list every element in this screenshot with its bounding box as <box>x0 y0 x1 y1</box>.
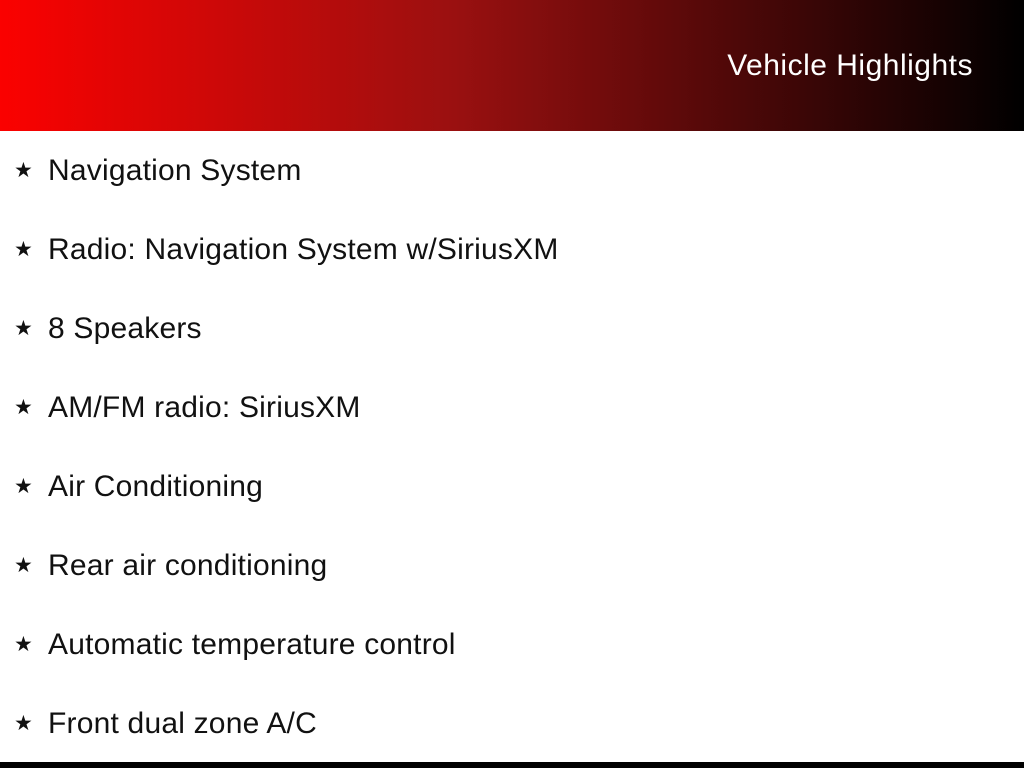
star-bullet-icon: ★ <box>14 633 33 656</box>
list-item <box>12 309 1004 349</box>
list-item <box>12 546 1004 586</box>
star-bullet-icon: ★ <box>14 396 33 419</box>
list-item-label: Radio: Navigation System w/SiriusXM <box>48 233 559 266</box>
page-title: Vehicle Highlights <box>727 48 973 82</box>
list-item-label: Automatic temperature control <box>48 628 456 661</box>
list-item <box>12 704 1004 744</box>
list-item <box>12 388 1004 428</box>
list-item <box>12 625 1004 665</box>
list-item-label: Front dual zone A/C <box>48 707 317 740</box>
list-item-label: 8 Speakers <box>48 312 202 345</box>
star-bullet-icon: ★ <box>14 712 33 735</box>
star-bullet-icon: ★ <box>14 317 33 340</box>
list-item <box>12 230 1004 270</box>
list-item <box>12 151 1004 191</box>
highlights-list <box>0 131 1024 744</box>
list-item-label: AM/FM radio: SiriusXM <box>48 391 361 424</box>
star-bullet-icon: ★ <box>14 159 33 182</box>
star-bullet-icon: ★ <box>14 554 33 577</box>
list-item <box>12 467 1004 507</box>
footer-bar <box>0 762 1024 768</box>
star-bullet-icon: ★ <box>14 475 33 498</box>
slide-header-banner <box>0 0 1024 131</box>
list-item-label: Air Conditioning <box>48 470 263 503</box>
list-item-label: Rear air conditioning <box>48 549 328 582</box>
list-item-label: Navigation System <box>48 154 302 187</box>
star-bullet-icon: ★ <box>14 238 33 261</box>
